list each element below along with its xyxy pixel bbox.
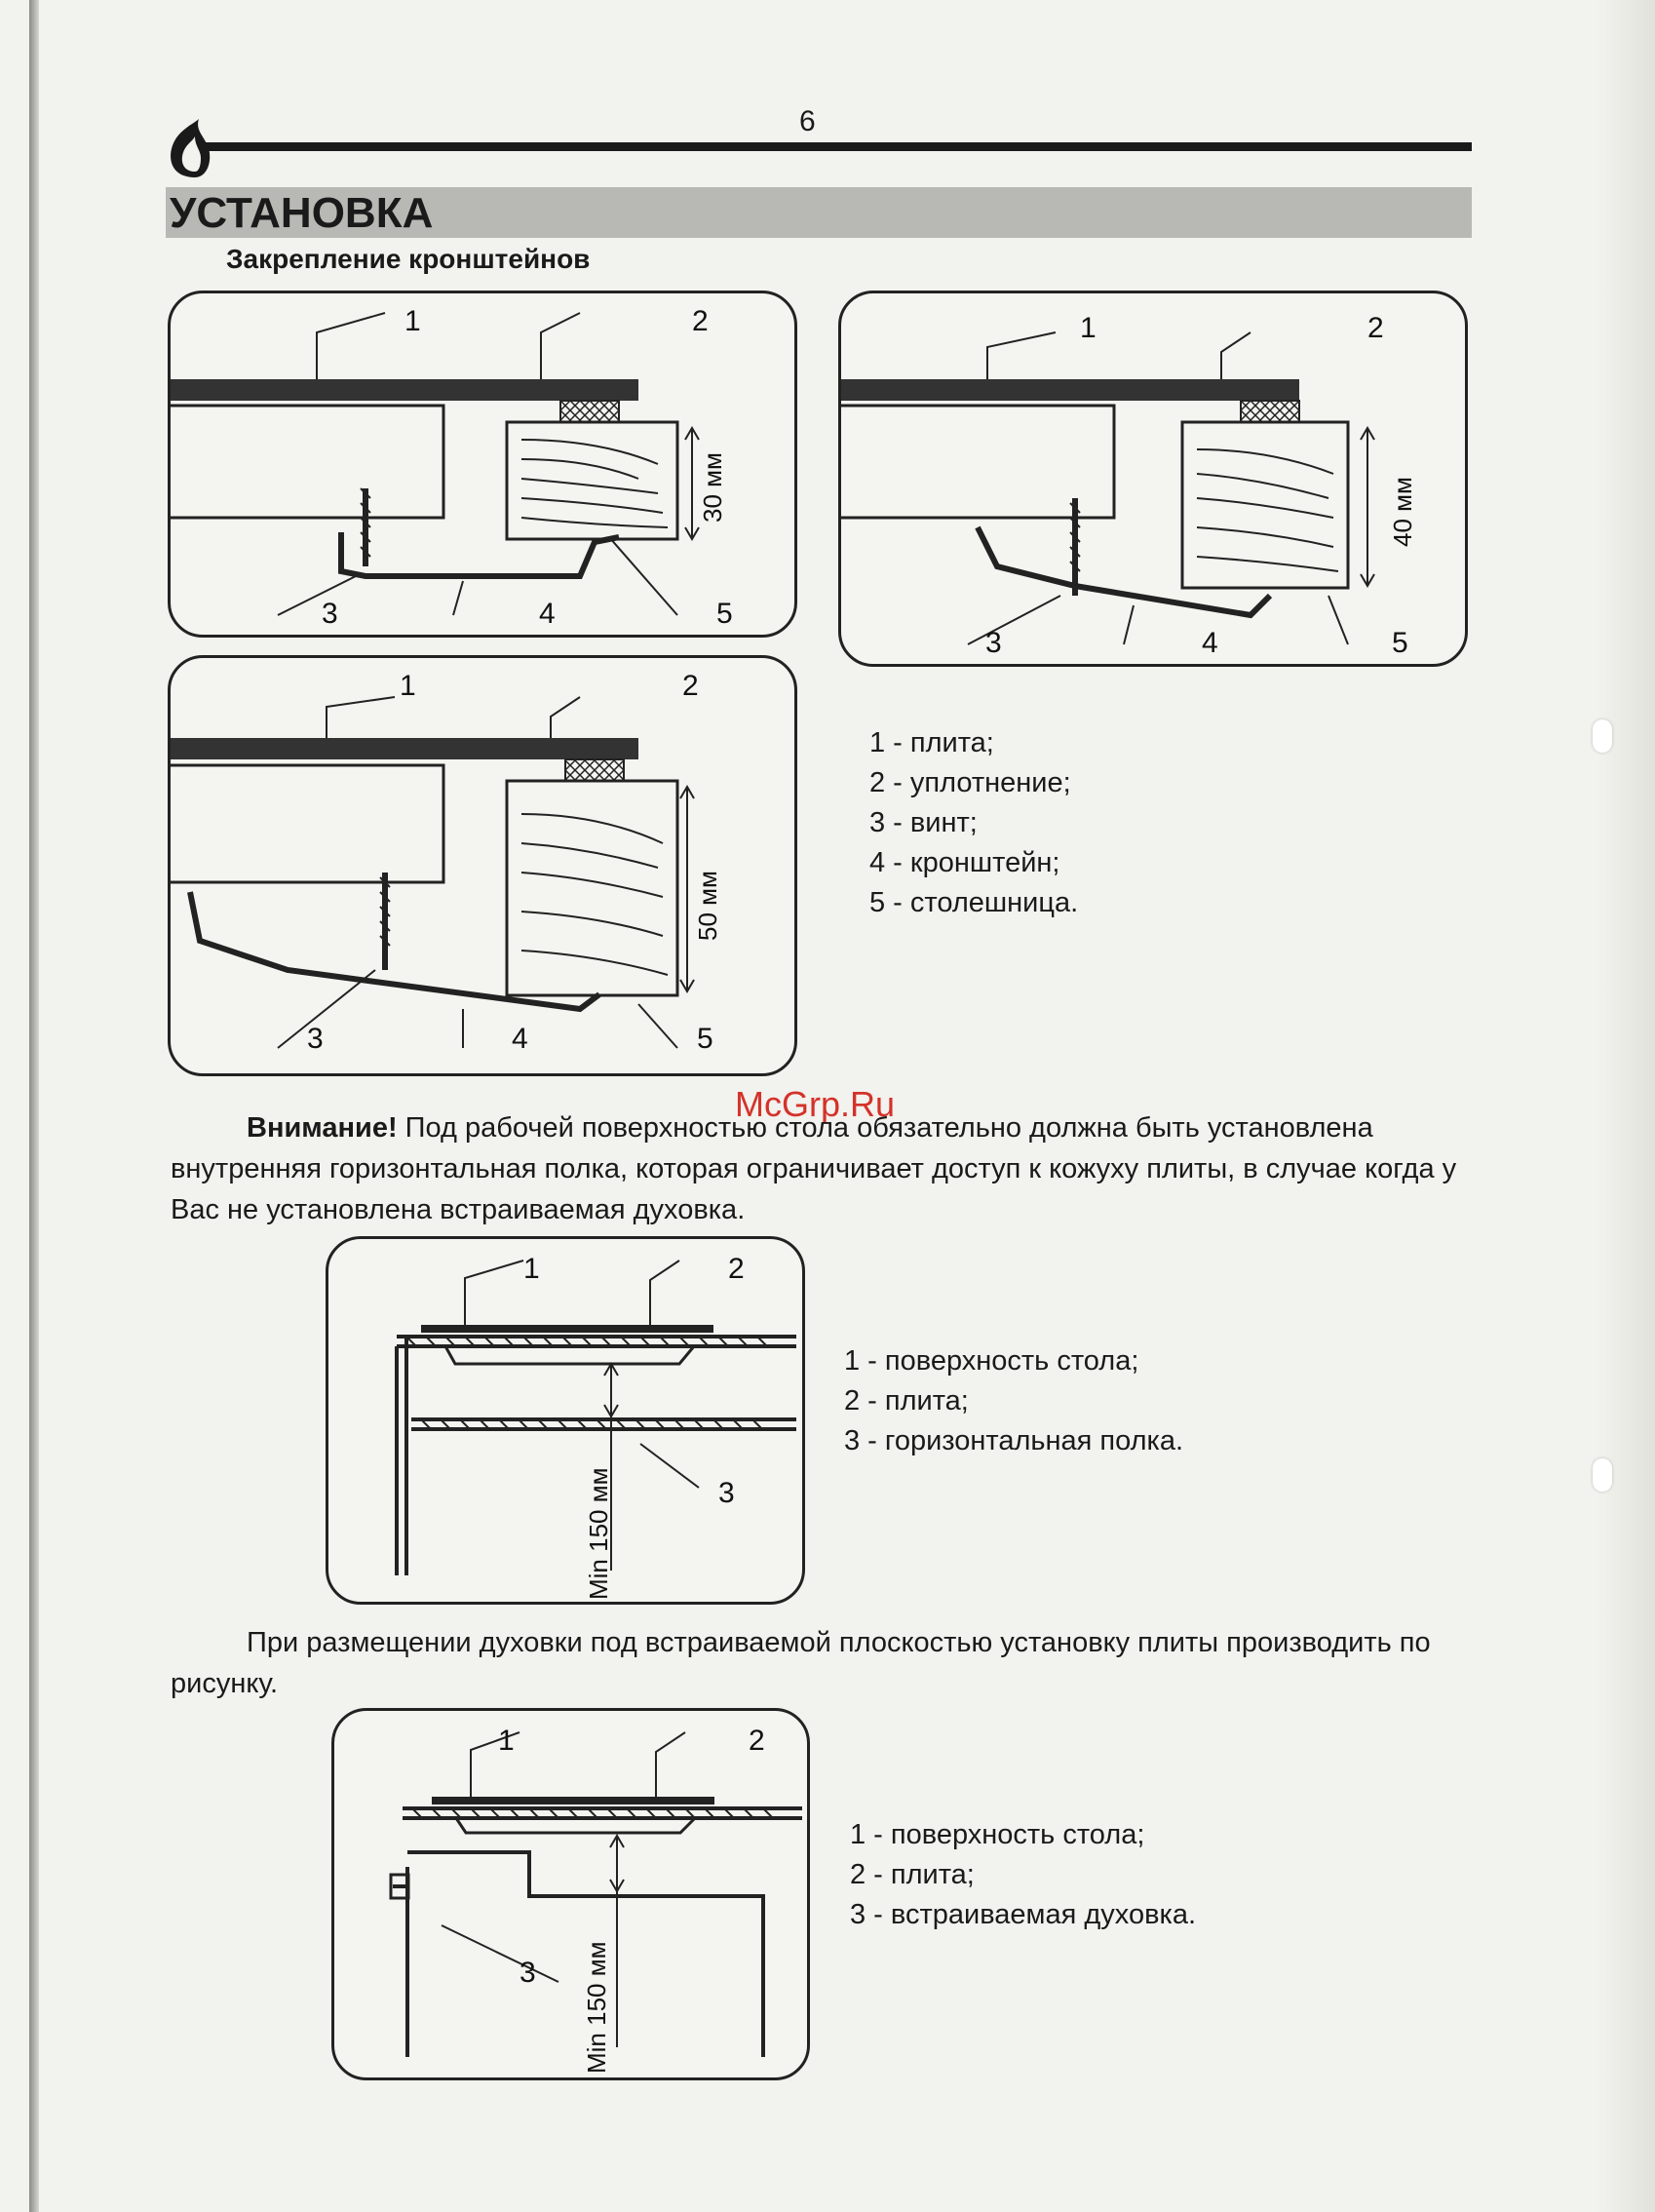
page-number: 6 <box>799 105 816 137</box>
shelf-legend <box>844 1341 1183 1461</box>
flame-logo-icon <box>171 119 210 177</box>
fig2-label-5: 5 <box>1392 627 1408 659</box>
fig5-dimension: Min 150 мм <box>582 1941 611 2074</box>
fig5-label-3: 3 <box>520 1957 536 1989</box>
legend-item: 1 - поверхность стола; <box>850 1819 1145 1850</box>
fig3-dimension: 50 мм <box>693 871 722 941</box>
fig2-dimension: 40 мм <box>1388 477 1417 547</box>
fig5-label-2: 2 <box>749 1725 765 1757</box>
fig1-label-3: 3 <box>322 598 338 630</box>
legend-item: 1 - поверхность стола; <box>844 1345 1139 1377</box>
warning-text: Под рабочей поверхностью стола обязательно должна быть установлена внутренняя горизонтальная полка, которая ограничивает доступ к кожуху плиты, в случае когда у Вас не установлена встраиваемая духовка. <box>171 1112 1457 1225</box>
binder-hole <box>1593 719 1612 753</box>
figure-horizontal-shelf <box>326 1236 805 1605</box>
fig4-dimension: Min 150 мм <box>584 1467 613 1600</box>
oven-legend <box>850 1815 1196 1935</box>
legend-item: 4 - кронштейн; <box>869 847 1060 878</box>
legend-item: 3 - винт; <box>869 807 978 838</box>
oven-paragraph: При размещении духовки под встраиваемой плоскостью установку плиты производить по рисунку. <box>171 1627 1431 1699</box>
figure-bracket-30mm <box>168 291 797 638</box>
fig1-label-1: 1 <box>404 305 421 337</box>
legend-item: 2 - плита; <box>844 1385 969 1416</box>
fig1-label-5: 5 <box>716 598 733 630</box>
figure-bracket-40mm <box>838 291 1468 667</box>
watermark: McGrp.Ru <box>735 1084 896 1124</box>
fig1-dimension: 30 мм <box>698 452 727 523</box>
fig3-label-4: 4 <box>512 1023 528 1055</box>
legend-item: 2 - уплотнение; <box>869 767 1071 798</box>
fig3-label-2: 2 <box>682 670 699 702</box>
legend-item: 3 - горизонтальная полка. <box>844 1425 1184 1456</box>
subtitle: Закрепление кронштейнов <box>226 244 591 274</box>
fig4-label-3: 3 <box>718 1477 735 1509</box>
fig2-label-2: 2 <box>1367 312 1384 344</box>
binder-hole <box>1593 1458 1612 1492</box>
legend-item: 2 - плита; <box>850 1859 975 1890</box>
legend-item: 5 - столешница. <box>869 887 1079 918</box>
fig4-label-2: 2 <box>728 1253 745 1285</box>
fig3-label-5: 5 <box>697 1023 713 1055</box>
page-right-edge <box>1597 0 1655 2212</box>
page-binding-edge <box>29 0 39 2212</box>
figure-bracket-50mm <box>168 655 797 1076</box>
fig5-label-1: 1 <box>498 1725 515 1757</box>
header-rule <box>166 117 1477 185</box>
legend-item: 1 - плита; <box>869 727 994 758</box>
figure-built-in-oven <box>331 1708 810 2080</box>
fig4-label-1: 1 <box>523 1253 540 1285</box>
section-title-bar <box>166 187 1472 238</box>
warning-paragraph <box>171 1107 1482 1230</box>
fig3-label-3: 3 <box>307 1023 324 1055</box>
warning-label: Внимание! <box>247 1112 398 1144</box>
fig1-label-2: 2 <box>692 305 709 337</box>
bracket-legend <box>869 723 1078 923</box>
section-title: УСТАНОВКА <box>170 189 434 237</box>
fig1-label-4: 4 <box>539 598 556 630</box>
fig3-label-1: 1 <box>400 670 416 702</box>
legend-item: 3 - встраиваемая духовка. <box>850 1899 1197 1930</box>
fig2-label-1: 1 <box>1080 312 1097 344</box>
fig2-label-4: 4 <box>1202 627 1218 659</box>
fig2-label-3: 3 <box>985 627 1002 659</box>
